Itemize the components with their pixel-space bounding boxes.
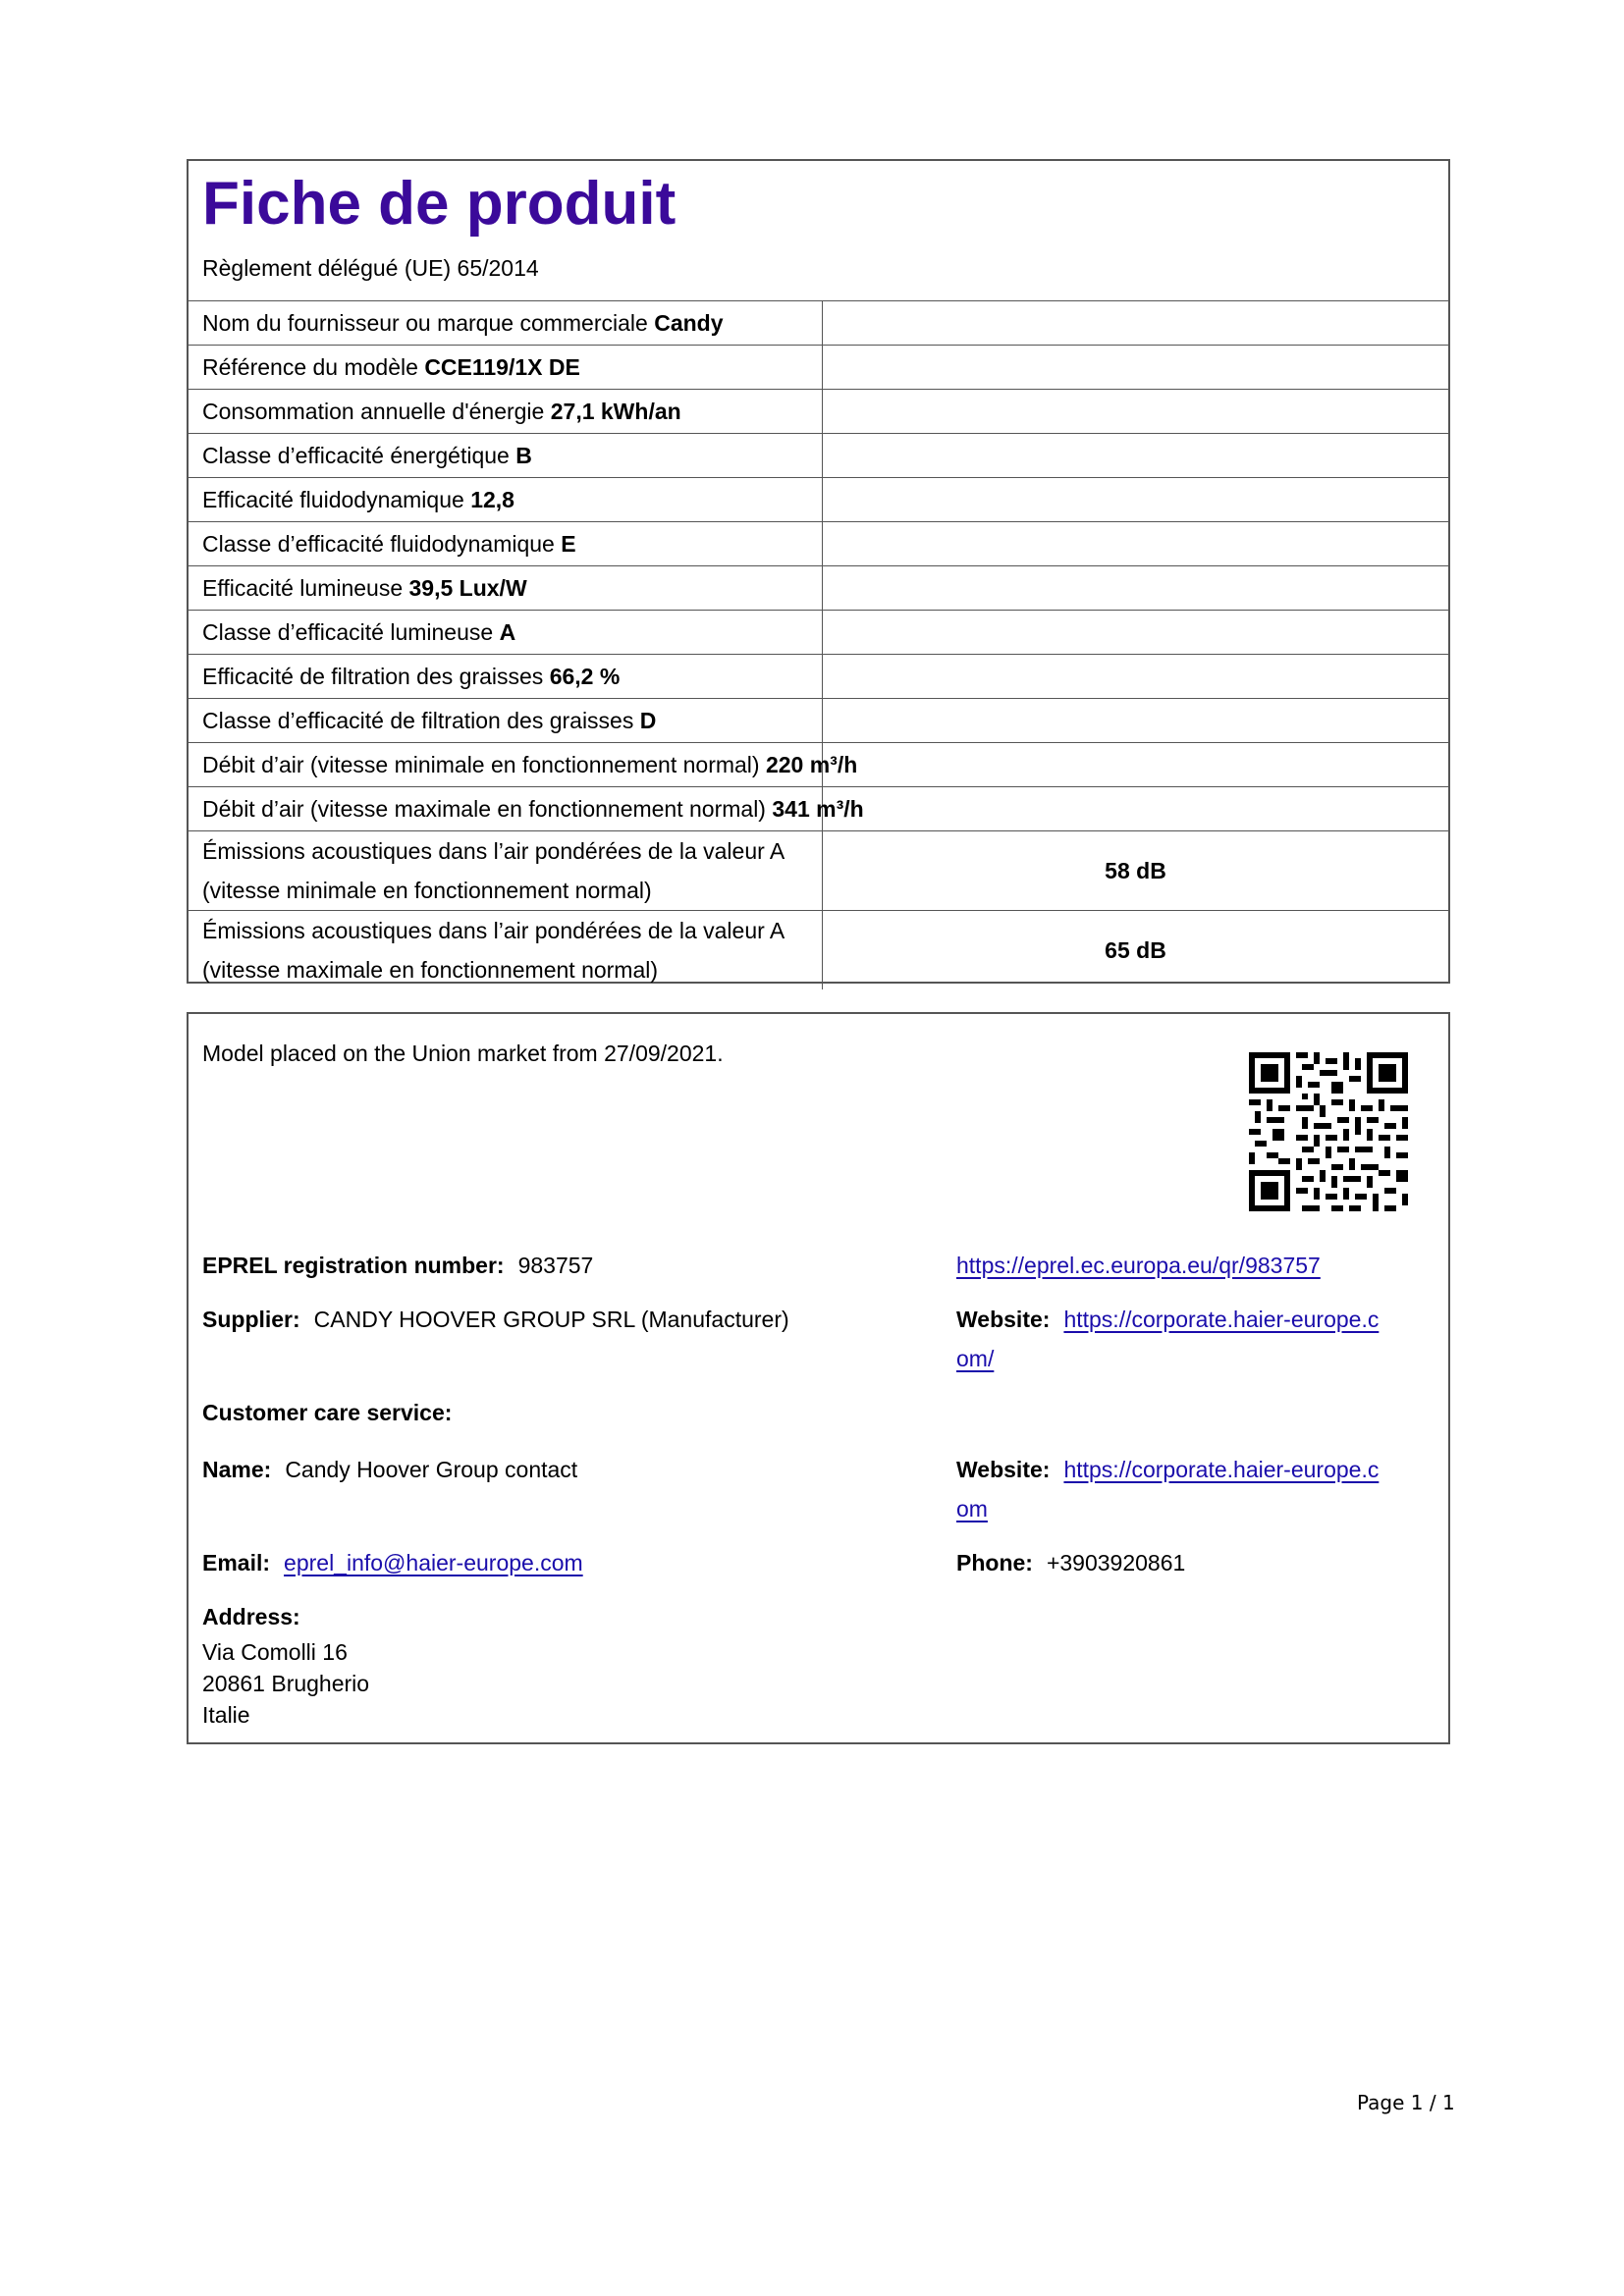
table-row (189, 346, 1448, 390)
spec-value: 66,2 % (549, 664, 621, 689)
phone-value: +3903920861 (1046, 1550, 1186, 1575)
eprel-number: 983757 (517, 1253, 594, 1278)
spec-value: Candy (654, 310, 724, 336)
contact-name (202, 1456, 577, 1485)
spec-label: Débit d’air (vitesse minimale en fonctionnement normal) (202, 752, 760, 777)
spec-label: Consommation annuelle d'énergie (202, 399, 545, 424)
care-website (956, 1456, 1379, 1485)
spec-value: CCE119/1X DE (424, 354, 580, 380)
name-value: Candy Hoover Group contact (285, 1457, 578, 1482)
supplier-website (956, 1306, 1379, 1335)
eprel-url[interactable]: https://eprel.ec.europa.eu/qr/983757 (956, 1253, 1321, 1278)
address-line: Italie (202, 1702, 250, 1728)
table-row (189, 434, 1448, 478)
spec-label: Classe d’efficacité fluidodynamique (202, 531, 555, 557)
acoustic-label-line1: Émissions acoustiques dans l’air pondérées de la valeur A (202, 838, 785, 864)
spec-label: Classe d’efficacité de filtration des graisses (202, 708, 634, 733)
website-label: Website: (956, 1307, 1051, 1332)
spec-value: 220 m³/h (765, 752, 858, 777)
table-row (189, 478, 1448, 522)
product-sheet-box (187, 159, 1450, 984)
spec-label: Efficacité fluidodynamique (202, 487, 464, 512)
eprel-qr-link[interactable] (956, 1252, 1321, 1281)
supplier-website-link[interactable]: https://corporate.haier-europe.c (1063, 1307, 1380, 1332)
table-row (189, 301, 1448, 346)
table-row (189, 566, 1448, 611)
supplier (202, 1306, 789, 1335)
email-link[interactable]: eprel_info@haier-europe.com (284, 1550, 583, 1575)
address-line: Via Comolli 16 (202, 1639, 348, 1665)
care-website-cont (956, 1495, 988, 1524)
spec-value: 12,8 (470, 487, 514, 512)
market-date-text: Model placed on the Union market from 27/09/2021. (202, 1041, 724, 1066)
spec-value: B (515, 443, 532, 468)
spec-label: Classe d’efficacité lumineuse (202, 619, 494, 645)
spec-table (189, 300, 1448, 989)
eprel-label: EPREL registration number: (202, 1253, 505, 1278)
spec-value: 27,1 kWh/an (550, 399, 681, 424)
spec-value: 39,5 Lux/W (408, 575, 527, 601)
acoustic-label-line2: (vitesse minimale en fonctionnement normal) (202, 878, 652, 903)
table-row (189, 911, 1448, 990)
contact-email (202, 1549, 583, 1578)
spec-label: Efficacité de filtration des graisses (202, 664, 544, 689)
acoustic-label-line1: Émissions acoustiques dans l’air pondérées de la valeur A (202, 918, 785, 943)
table-row (189, 390, 1448, 434)
supplier-website-cont (956, 1345, 994, 1374)
table-row (189, 611, 1448, 655)
address-label: Address: (202, 1604, 300, 1629)
spec-label: Débit d’air (vitesse maximale en fonctionnement normal) (202, 796, 766, 822)
customer-care-heading: Customer care service: (202, 1400, 453, 1425)
name-label: Name: (202, 1457, 272, 1482)
page-number: Page 1 / 1 (1357, 2091, 1455, 2114)
phone-label: Phone: (956, 1550, 1033, 1575)
care-website-link[interactable]: https://corporate.haier-europe.c (1063, 1457, 1380, 1482)
supplier-label: Supplier: (202, 1307, 300, 1332)
table-row (189, 831, 1448, 911)
spec-label: Efficacité lumineuse (202, 575, 404, 601)
care-website-link-cont[interactable]: om (956, 1496, 988, 1522)
qr-code-icon (1249, 1052, 1408, 1211)
table-row (189, 655, 1448, 699)
address-line: 20861 Brugherio (202, 1671, 370, 1696)
spec-label: Classe d’efficacité énergétique (202, 443, 510, 468)
spec-value: E (561, 531, 576, 557)
eprel-info-box (187, 1012, 1450, 1744)
supplier-value: CANDY HOOVER GROUP SRL (Manufacturer) (313, 1307, 789, 1332)
acoustic-label-line2: (vitesse maximale en fonctionnement normal) (202, 957, 659, 983)
regulation-subtitle: Règlement délégué (UE) 65/2014 (202, 255, 539, 281)
supplier-website-link-cont[interactable]: om/ (956, 1346, 995, 1371)
email-label: Email: (202, 1550, 271, 1575)
table-row (189, 787, 1448, 831)
website-label: Website: (956, 1457, 1051, 1482)
table-row (189, 699, 1448, 743)
acoustic-value: 58 dB (823, 831, 1449, 911)
spec-label: Référence du modèle (202, 354, 418, 380)
spec-value: D (639, 708, 657, 733)
eprel-registration (202, 1252, 593, 1281)
page-title: Fiche de produit (202, 170, 677, 238)
spec-label: Nom du fournisseur ou marque commerciale (202, 310, 648, 336)
spec-value: 341 m³/h (772, 796, 864, 822)
table-row (189, 522, 1448, 566)
table-row (189, 743, 1448, 787)
contact-phone (956, 1549, 1185, 1578)
spec-value: A (499, 619, 516, 645)
acoustic-value: 65 dB (823, 911, 1449, 990)
